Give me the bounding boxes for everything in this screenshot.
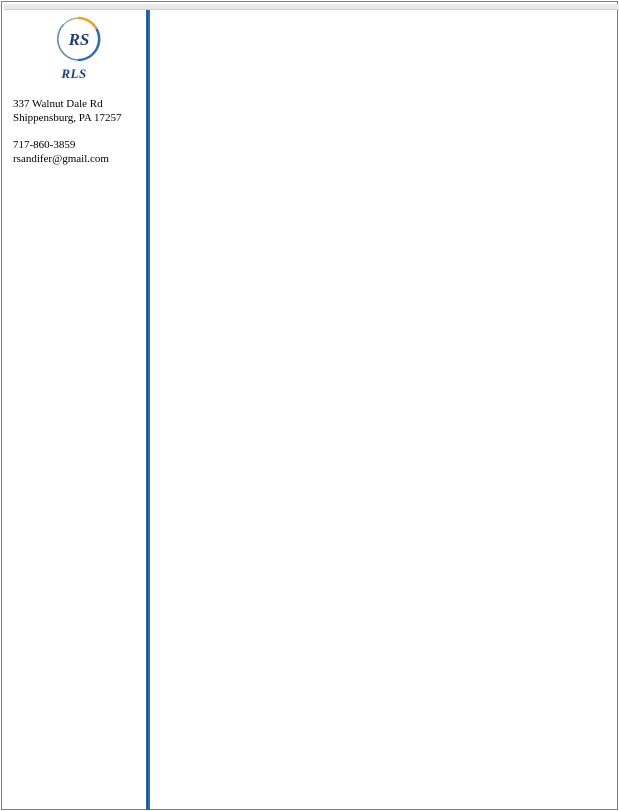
logo-wordmark: RLS	[61, 66, 87, 81]
address-block	[13, 97, 145, 125]
document-body-area[interactable]	[154, 12, 616, 808]
email-address[interactable]: rsandifer@gmail.com	[13, 153, 109, 165]
logo-block	[4, 12, 144, 84]
address-line-1: 337 Walnut Dale Rd	[13, 98, 103, 110]
vertical-divider-inner	[147, 10, 148, 810]
vertical-divider-rule	[146, 10, 150, 810]
page-frame	[1, 1, 618, 810]
page-top-strip	[4, 4, 619, 10]
phone-number: 717-860-3859	[13, 139, 76, 151]
rs-monogram-logo-icon	[54, 14, 104, 64]
address-line-2: Shippensburg, PA 17257	[13, 112, 122, 124]
letterhead-sidebar	[4, 12, 144, 808]
svg-text:RS: RS	[68, 30, 90, 49]
contact-block	[13, 138, 145, 166]
